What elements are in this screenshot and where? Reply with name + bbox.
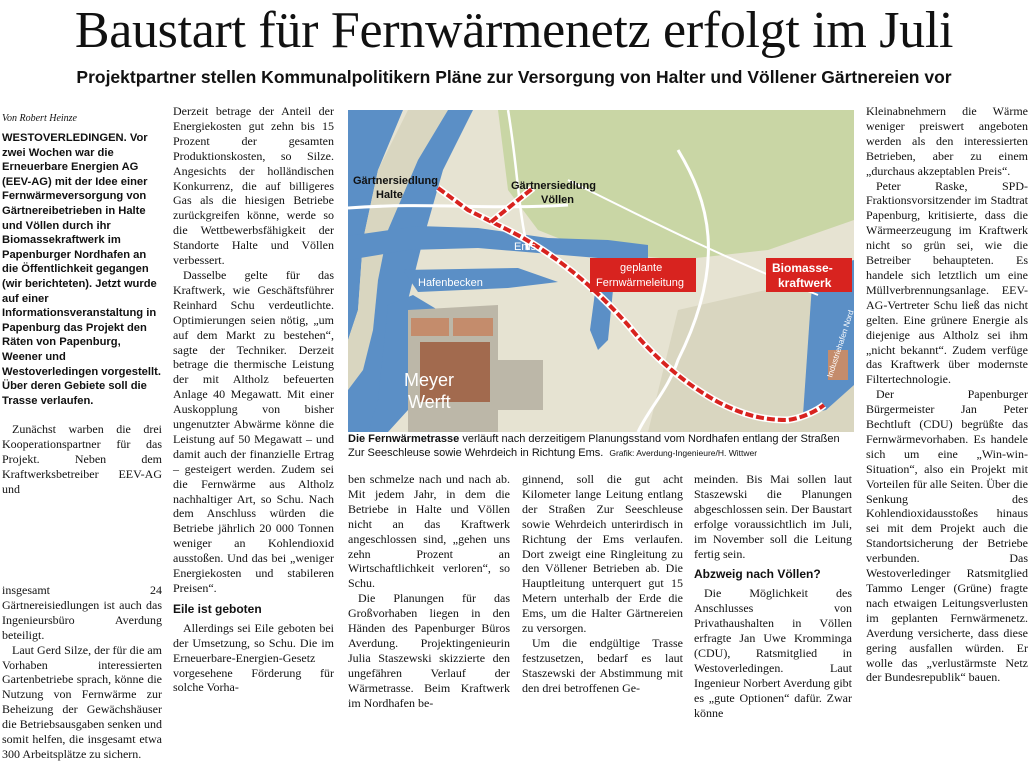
label-voellen-line1: Gärtnersiedlung <box>511 180 596 192</box>
label-kraftwerk-line2: kraftwerk <box>778 276 832 290</box>
subheading: Abzweig nach Völlen? <box>694 567 821 582</box>
column-1-continued <box>2 583 162 761</box>
label-werft-line2: Werft <box>408 392 451 412</box>
label-voellen-line2: Völlen <box>541 194 575 206</box>
paragraph: Die Planungen für das Großvorhaben liegen in den Händen des Papenburger Büros Averdung. Projektingenieurin Julia Staszewski skizzierte den ungefähren Verlauf der Wärmetrasse. Beim Kraftwerk im Nordhafen be- <box>348 591 510 710</box>
column-6 <box>866 104 1028 692</box>
paragraph: Dasselbe gelte für das Kraftwerk, wie Geschäftsführer Reinhard Schu verdeutlichte. Optimierungen seien nötig, „um auf dem Markt zu bestehen“, sagte der Techniker. Derzeit betrage die thermische Leistung der mit Altholz befeuerten Anlage 40 Megawatt. Mit einer Auskopplung von bisher ungenutzter Abwärme könne die Leistung auf 50 Megawatt – und damit auch der finanzielle Ertrag – gesteigert werden. Zudem sei die Fernwärme aus Altholz nachhaltiger Art, so Schu. Nach dem Anschluss würden die Betriebe jährlich 20 000 Tonnen weniger an Kohlendioxid ausstoßen. Und das bei „weniger Energiekosten und stabileren Preisen“. <box>173 267 334 595</box>
paragraph: Peter Raske, SPD-Fraktionsvorsitzender im Stadtrat Papenburg, kritisierte, dass die Wärmeerzeugung im Kraftwerk nicht so grün sei, wie die Betreiber behaupteten. Es handele sich letztlich um eine Müllverbrennungsanlage. EEV-AG-Vertreter Schu ließ das nicht gelten. Eine grünere Energie als diejenige aus Altholz sei ihm „nicht bekannt“. Zudem verfüge das Kraftwerk über modernste Filtertechnologie. <box>866 178 1028 387</box>
paragraph: Derzeit betrage der Anteil der Energiekosten gut zehn bis 15 Prozent der gesamten Produktionskosten, so Silze. Angesichts der holländischen Konkurrenz, die auf billigeres Gas als die hiesigen Betriebe zurückgreifen könne, werde so die Wettbewerbsfähigkeit der Standorte Halte und Völlen verbessert. <box>173 104 334 268</box>
label-hafenbecken: Hafenbecken <box>418 277 483 289</box>
paragraph: Um die endgültige Trasse festzusetzen, bedarf es laut Staszewski der Abstimmung mit den drei betroffenen Ge- <box>522 635 683 695</box>
paragraph: Allerdings sei Eile geboten bei der Umsetzung, so Schu. Die im Erneuerbare-Energien-Gesetz vorgesehene Förderung für solche Vorha- <box>173 620 334 695</box>
label-industriehafen: Industriehafen Nord <box>825 309 856 379</box>
column-4 <box>522 472 683 695</box>
paragraph: Der Papenburger Bürgermeister Jan Peter Bechtluft (CDU) begrüßte das Fernwärmevorhaben. Es handele sich um eine „Win-win-Situation“, also ein Projekt mit Vorteilen für alle Seiten. Über die Senkung des Kohlendioxidausstoßes hinaus sei mit dem Projekt auch die Standortsicherung der Betriebe verbunden. Das Westoverledinger Ratsmitglied Tammo Lenger (Grüne) fragte nach etwaigen Leitungsverlusten im geplanten Fernwärmenetz. Averdung versicherte, dass diese gering ausfallen würden. Er wolle das „verlustärmste Netz der Bundesrepublik“ bauen. <box>866 387 1028 685</box>
subheading: Eile ist geboten <box>173 601 262 616</box>
label-werft-line1: Meyer <box>404 370 455 390</box>
caption-credit: Grafik: Averdung-Ingenieure/H. Wittwer <box>609 448 758 458</box>
caption-bold: Die Fernwärmetrasse <box>348 433 460 445</box>
paragraph: Kleinabnehmern die Wärme weniger preiswert angeboten werden als den interessierten Betrieben, aber zu einem „durchaus akzeptablen Preis“. <box>866 104 1028 178</box>
figure-caption <box>348 432 854 460</box>
label-leitung-line2: Fernwärmeleitung <box>596 277 685 289</box>
subheadline: Projektpartner stellen Kommunalpolitikern Pläne zur Versorgung von Halter und Völlener Gärtnereien vor <box>76 67 952 87</box>
label-halte-line2: Halte <box>376 189 403 201</box>
paragraph: ben schmelze nach und nach ab. Mit jedem Jahr, in dem die Betriebe in Halte und Völlen nicht an das Kraftwerk angeschlossen sind, „gehen uns zehn Prozent an Wirtschaftlichkeit verloren“, so Schu. <box>348 472 510 591</box>
byline: Von Robert Heinze <box>2 113 77 124</box>
paragraph: Laut Gerd Silze, der für die am Vorhaben interessierten Gartenbetriebe sprach, könne die Nutzung von Fernwärme zur Beheizung der Gewächshäuser die Betriebsausgaben senken und somit helfen, die insgesamt etwa 300 Arbeitsplätze zu sichern. <box>2 642 162 761</box>
headline: Baustart für Fernwärmenetz erfolgt im Juli <box>74 2 954 59</box>
label-ems: Ems <box>514 241 536 253</box>
label-kraftwerk-line1: Biomasse- <box>772 261 833 275</box>
column-1 <box>2 112 162 496</box>
paragraph: Zunächst warben die drei Kooperationspartner für das Projekt. Neben dem Kraftwerksbetreiber EEV-AG und <box>2 422 162 496</box>
paragraph: ginnend, soll die gut acht Kilometer lange Leitung entlang der Straßen Zur Seeschleuse sowie Wehrdeich unterirdisch in Richtung der Ems verlaufen. Dort zweigt eine Ringleitung zu den Völlener Betrieben ab. Die Hauptleitung unterquert gut 15 Metern unterhalb der Erde die Ems, um die Halter Gärtnereien zu versorgen. <box>522 472 683 636</box>
paragraph: Die Möglichkeit des Anschlusses von Privathaushalten in Völlen erfragte Jan Uwe Kromminga (CDU), Ratsmitglied in Westoverledingen. Laut Ingenieur Norbert Averdung gibt es „gute Optionen“ dafür. Zwar könne <box>694 586 852 720</box>
label-leitung-line1: geplante <box>620 262 663 274</box>
paragraph: meinden. Bis Mai sollen laut Staszewski die Planungen abgeschlossen sein. Der Baustart erfolge voraussichtlich im Juli, im November soll die Leitung fertig sein. <box>694 472 852 561</box>
column-3 <box>348 472 510 710</box>
paragraph: insgesamt 24 Gärtnereisiedlungen ist auch das Ingenieursbüro Averdung beteiligt. <box>2 583 162 642</box>
label-halte-line1: Gärtnersiedlung <box>353 175 438 187</box>
column-2 <box>173 104 334 695</box>
column-5 <box>694 472 852 720</box>
route-map <box>348 110 854 432</box>
caption-text: verläuft nach derzeitigem Planungsstand vom Nordhafen entlang der Straßen Zur Seeschleuse sowie Wehrdeich in Richtung Ems. <box>348 433 840 459</box>
lead-paragraph: WESTOVERLEDINGEN. Vor zwei Wochen war die Erneuerbare Energien AG (EEV-AG) mit der Idee einer Fernwärmeversorgung von Gärtnereibetrieben in Halte und Völlen durch ihr Biomassekraftwerk im Papenburger Nordhafen an die Öffentlichkeit gegangen (wir berichteten). Jetzt wurde auf einer Informationsveranstaltung in Papenburg das Projekt den Räten von Papenburg, Weener und Westoverledingen vorgestellt. Über deren Gebiete soll die Trasse verlaufen. <box>2 132 161 407</box>
